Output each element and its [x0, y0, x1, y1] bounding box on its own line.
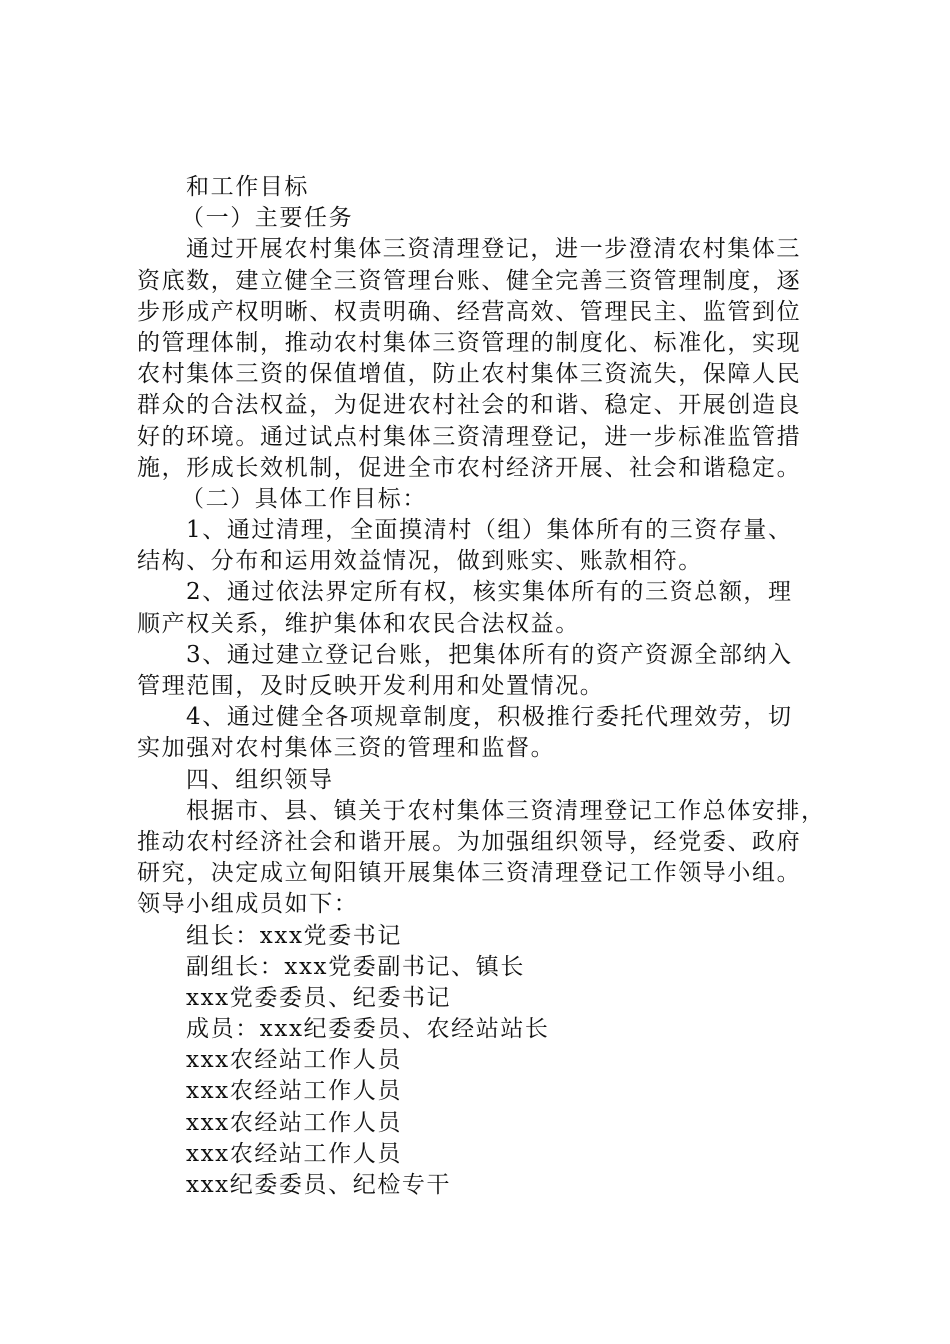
text-line: 顺产权关系，维护集体和农民合法权益。	[137, 610, 580, 637]
member-entry: 成员：xxx纪委委员、农经站站长	[186, 1016, 550, 1043]
list-item: 3、通过建立登记台账，把集体所有的资产资源全部纳入	[186, 641, 793, 668]
text-line: 群众的合法权益，为促进农村社会的和谐、稳定、开展创造良	[137, 392, 802, 419]
list-item: 2、通过依法界定所有权，核实集体所有的三资总额，理	[186, 579, 793, 606]
list-item: 1、通过清理，全面摸清村（组）集体所有的三资存量、	[186, 517, 793, 544]
text-line: 资底数，建立健全三资管理台账、健全完善三资管理制度，逐	[137, 267, 802, 294]
member-entry: xxx纪委委员、纪检专干	[186, 1172, 452, 1198]
text-line: 的管理体制，推动农村集体三资管理的制度化、标准化，实现	[137, 329, 802, 356]
text-line: 领导小组成员如下：	[137, 891, 359, 918]
text-line: 实加强对农村集体三资的管理和监督。	[137, 735, 556, 762]
member-entry: xxx党委委员、纪委书记	[186, 984, 452, 1011]
text-line: 农村集体三资的保值增值，防止农村集体三资流失，保障人民	[137, 361, 802, 388]
member-entry: xxx农经站工作人员	[186, 1109, 402, 1136]
section-heading: 四、组织领导	[186, 766, 334, 793]
member-entry: 副组长：xxx党委副书记、镇长	[186, 953, 525, 980]
text-line: 根据市、县、镇关于农村集体三资清理登记工作总体安排，	[186, 797, 826, 824]
section-heading: （二）具体工作目标：	[181, 485, 427, 512]
text-line: 和工作目标	[186, 174, 309, 200]
text-line: 管理范围，及时反映开发利用和处置情况。	[137, 673, 605, 699]
member-entry: xxx农经站工作人员	[186, 1078, 402, 1105]
section-heading: （一）主要任务	[181, 205, 354, 232]
text-line: 施，形成长效机制，促进全市农村经济开展、社会和谐稳定。	[137, 454, 802, 481]
text-line: 好的环境。通过试点村集体三资清理登记，进一步标准监管措	[137, 423, 802, 450]
text-line: 推动农村经济社会和谐开展。为加强组织领导，经党委、政府	[137, 828, 802, 855]
text-line: 结构、分布和运用效益情况，做到账实、账款相符。	[137, 548, 703, 575]
list-item: 4、通过健全各项规章制度，积极推行委托代理效劳，切	[186, 704, 793, 731]
text-line: 研究，决定成立甸阳镇开展集体三资清理登记工作领导小组。	[137, 860, 802, 887]
member-entry: 组长：xxx党委书记	[186, 922, 402, 949]
document-body	[137, 172, 837, 1201]
text-line: 通过开展农村集体三资清理登记，进一步澄清农村集体三	[186, 236, 801, 263]
text-line: 步形成产权明晰、权责明确、经营高效、管理民主、监管到位	[137, 298, 802, 325]
member-entry: xxx农经站工作人员	[186, 1140, 402, 1167]
member-entry: xxx农经站工作人员	[186, 1047, 402, 1074]
